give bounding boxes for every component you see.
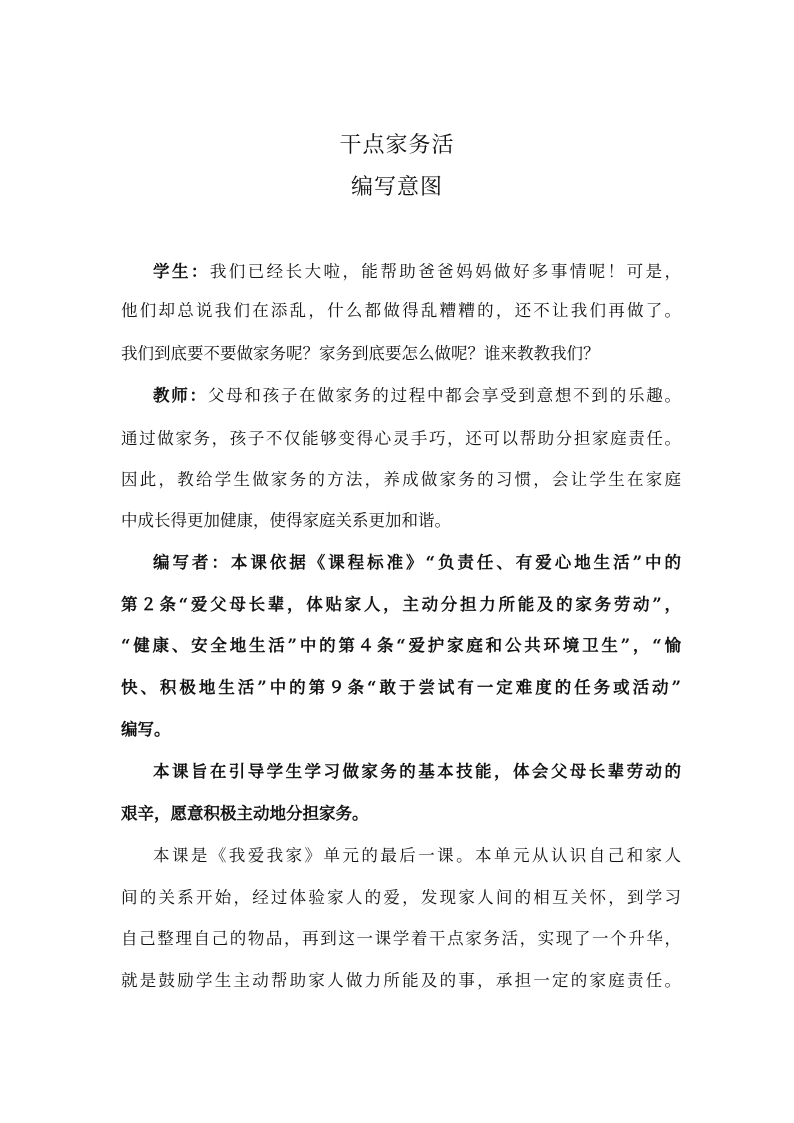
student-paragraph-line: 我们到底要不要做家务呢？家务到底要怎么做呢？谁来教教我们？ (121, 344, 600, 363)
writer-paragraph-line: 编写。 (121, 720, 171, 739)
unit-paragraph-line: 本课是《我爱我家》单元的最后一课。本单元从认识自己和家人 (153, 846, 681, 865)
teacher-text: 父母和孩子在做家务的过程中都会享受到意想不到的乐趣。 (207, 386, 681, 405)
teacher-paragraph-line: 因此，教给学生做家务的方法，养成做家务的习惯，会让学生在家庭 (121, 470, 681, 489)
teacher-paragraph-line: 通过做家务，孩子不仅能够变得心灵手巧，还可以帮助分担家庭责任。 (121, 429, 681, 448)
student-paragraph-line (153, 259, 681, 285)
writer-paragraph-line (153, 550, 681, 576)
student-text: 我们已经长大啦，能帮助爸爸妈妈做好多事情呢！可是， (209, 262, 681, 281)
unit-paragraph-line: 间的关系开始，经过体验家人的爱，发现家人间的相互关怀，到学习 (121, 888, 681, 907)
teacher-paragraph-line: 中成长得更加健康，使得家庭关系更加和谐。 (121, 511, 451, 530)
teacher-paragraph-line (153, 383, 681, 409)
writer-text: 本课依据《课程标准》“负责任、有爱心地生活”中的 (230, 553, 681, 572)
aim-paragraph-line: 艰辛，愿意积极主动地分担家务。 (121, 804, 369, 823)
teacher-label: 教师： (153, 386, 208, 405)
aim-paragraph-line: 本课旨在引导学生学习做家务的基本技能，体会父母长辈劳动的 (153, 762, 681, 781)
writer-paragraph-line: “健康、安全地生活”中的第４条“爱护家庭和公共环境卫生”，“愉 (121, 636, 681, 655)
document-subtitle: 编写意图 (350, 175, 443, 200)
writer-paragraph-line: 快、积极地生活”中的第９条“敢于尝试有一定难度的任务或活动” (121, 678, 681, 697)
writer-label: 编写者： (153, 553, 231, 572)
student-paragraph-line: 他们却总说我们在添乱，什么都做得乱糟糟的，还不让我们再做了。 (121, 301, 681, 320)
document-title: 干点家务活 (339, 133, 455, 158)
student-label: 学生： (153, 262, 210, 281)
writer-paragraph-line: 第２条“爱父母长辈，体贴家人，主动分担力所能及的家务劳动”， (121, 595, 681, 614)
unit-paragraph-line: 自己整理自己的物品，再到这一课学着干点家务活，实现了一个升华， (121, 929, 681, 948)
unit-paragraph-line: 就是鼓励学生主动帮助家人做力所能及的事，承担一定的家庭责任。 (121, 971, 681, 990)
